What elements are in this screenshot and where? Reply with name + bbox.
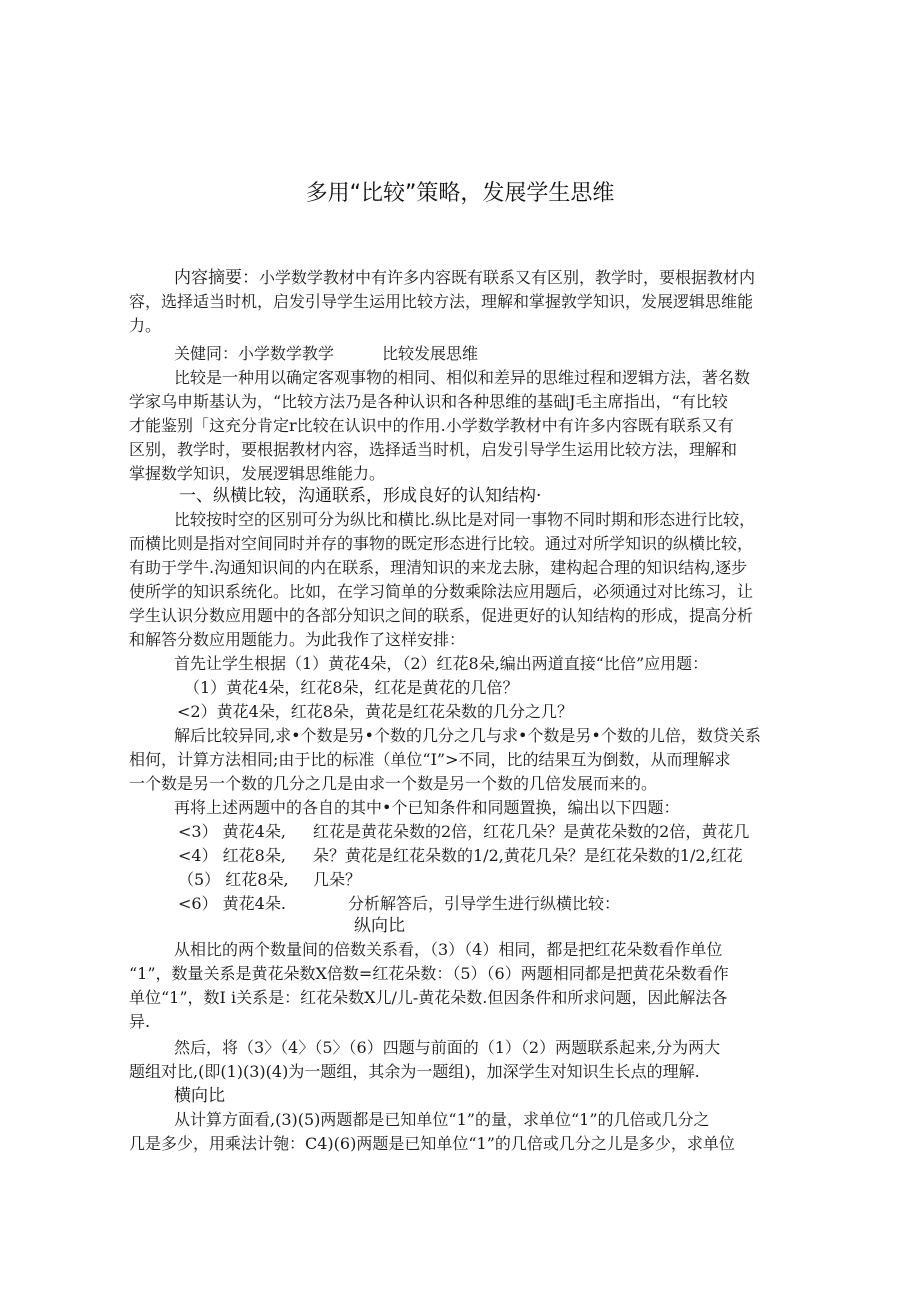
subheading-horizontal: 横向比 xyxy=(174,1086,225,1106)
question-5-label: （5） 红花8朵, xyxy=(178,870,289,889)
para3-line: 解后比较异同,求•个数是另•个数的几分之几与求•个数是另•个数的儿倍，数贷关系 xyxy=(174,726,761,745)
para1-line: 和解答分数应用题能力。为此我作了这样安排： xyxy=(129,630,466,649)
question-4-label: <4） 红花8朵, xyxy=(178,846,286,865)
abstract-label: 内容摘要： xyxy=(174,268,259,288)
question-text-line: 红花是黄花朵数的2倍，红花几朵？是黄花朵数的2倍，黄花几 xyxy=(313,822,750,841)
para1-line: 而横比则是指对空间同时并存的事物的既定形态进行比较。通过对所学知识的纵横比较， xyxy=(129,534,754,553)
para1-line: 使所学的知识系统化。比如，在学习简单的分数乘除法应用题后，必须通过对比练习，让 xyxy=(129,582,754,601)
para5-line: “1”，数量关系是黄花朵数X倍数=红花朵数：（5）（6）两题相同都是把黄花朵数看作 xyxy=(129,964,729,983)
document-title: 多用“比较”策略，发展学生思维 xyxy=(305,181,615,206)
para3-line: 相何，计算方法相同;由于比的标准（单位“I”>不同，比的结果互为倒数，从而理解求 xyxy=(129,750,731,769)
question-text-line: 分析解答后，引导学生进行纵横比较： xyxy=(348,894,621,913)
subheading-vertical: 纵向比 xyxy=(354,916,405,936)
keywords-line: 关健同：小学数学教学 比较发展思维 xyxy=(174,344,479,363)
para5-line: 单位“1”，数I i关系是：红花朵数X儿/儿-黄花朵数.但因条件和所求问题，因此解法各 xyxy=(129,988,728,1007)
abstract-text-1: 小学数学教材中有许多内容既有联系又有区别，教学时，要根据教材内 xyxy=(259,268,756,287)
question-2: <2）黄花4朵，红花8朵，黄花是红花朵数的几分之几？ xyxy=(177,702,573,721)
para6-line: 然后，将（3〉（4〉（5〉（6）四题与前面的（1）（2）两题联系起来,分为两大 xyxy=(174,1038,721,1057)
intro-line: 学家乌申斯基认为，“比较方法乃是各种认识和各种思维的基础J毛主席指出，“有比较 xyxy=(129,392,728,411)
para7-line: 从计算方面看,(3)(5)两题都是已知单位“1”的量，求单位“1”的几倍或几分之 xyxy=(174,1110,710,1129)
para1-line: 有助于学牛.沟通知识间的内在联系，理清知识的来龙去脉，建构起合理的知识结构,逐步 xyxy=(129,558,748,577)
question-3-label: <3） 黄花4朵, xyxy=(178,822,286,841)
question-text-line: 几朵？ xyxy=(313,870,362,889)
section-heading: 一、纵横比较，沟通联系，形成良好的认知结构· xyxy=(179,486,542,506)
intro-line: 区别，教学时，要根据教材内容，选择适当时机，启发引导学生运用比较方法，理解和 xyxy=(129,440,738,459)
para5-line: 异. xyxy=(129,1012,151,1031)
para1-line: 比较按时空的区别可分为纵比和横比.纵比是对同一事物不同时期和形态进行比较， xyxy=(174,510,756,529)
para3-line: 一个数是另一个数的几分之几是由求一个数是另一个数的几倍发展而来的。 xyxy=(129,774,658,793)
intro-line: 比较是一种用以确定客观事物的相同、相似和差异的思维过程和逻辑方法，著名数 xyxy=(174,368,751,387)
intro-line: 掌握数学知识，发展逻辑思维能力。 xyxy=(129,464,386,483)
abstract-line-1 xyxy=(129,266,842,290)
para5-line: 从相比的两个数量间的倍数关系看，（3）（4）相同，都是把红花朵数看作单位 xyxy=(174,940,723,959)
abstract-line-3: 力。 xyxy=(129,316,162,335)
question-1: （1）黄花4朵，红花8朵，红花是黄花的几倍？ xyxy=(184,678,519,697)
para1-line: 学生认识分数应用题中的各部分知识之间的联系，促进更好的认知结构的形成，提高分析 xyxy=(129,606,754,625)
para7-line: 几是多少，用乘法计匏：C4)(6)两题是已知单位“1”的几倍或几分之儿是多少，求单位 xyxy=(129,1134,735,1153)
para6-line: 题组对比,(即(1)(3)(4)为一题组，其余为一题组)，加深学生对知识生长点的理解. xyxy=(129,1062,700,1081)
abstract-line-2: 容，选择适当时机，启发引导学生运用比较方法，理解和掌握敦学知识，发展逻辑思维能 xyxy=(129,292,754,311)
para2-line: 首先让学生根据（1）黄花4朵，（2）红花8朵,编出两道直接“比倍”应用题： xyxy=(174,654,709,673)
para4-line: 再将上述两题中的各自的其中•个已知条件和同题置换，编出以下四题： xyxy=(174,798,680,817)
question-6-label: <6） 黄花4朵. xyxy=(178,894,286,913)
question-text-line: 朵？黄花是红花朵数的1/2,黄花几朵？是红花朵数的1/2,红花 xyxy=(313,846,743,865)
intro-line: 才能鉴别「这充分肯定r比较在认识中的作用.小学数学教材中有许多内容既有联系又有 xyxy=(129,416,734,435)
